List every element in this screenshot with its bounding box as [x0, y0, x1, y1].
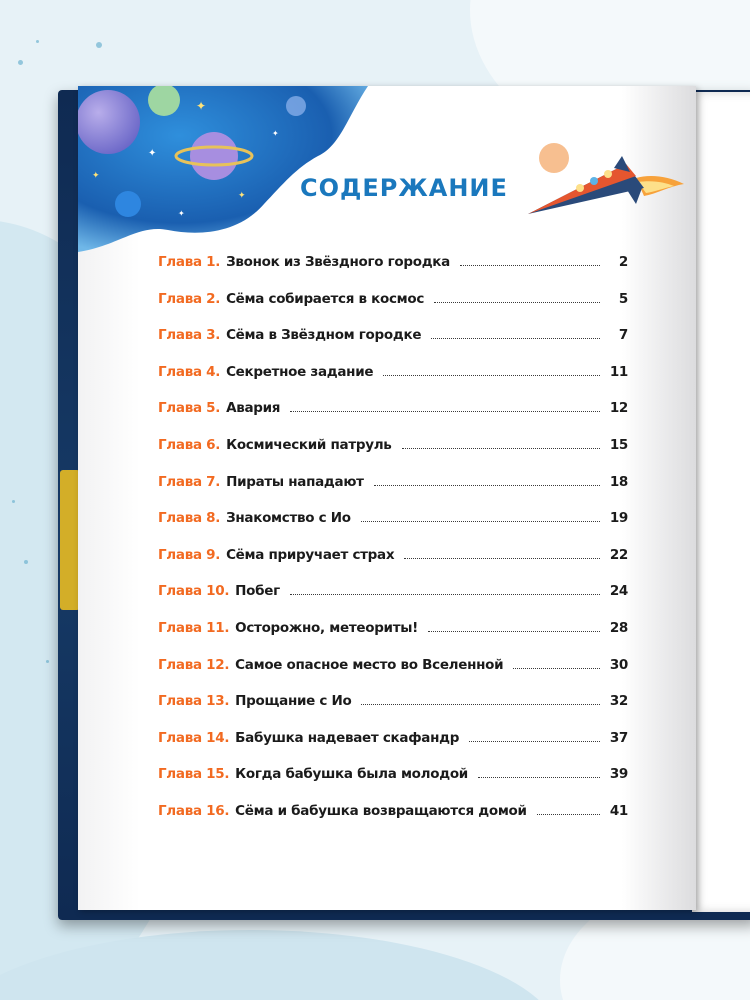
chapter-title: Секретное задание	[226, 363, 374, 380]
chapter-title: Пираты нападают	[226, 473, 364, 490]
page-number: 11	[609, 363, 628, 380]
chapter-label: Глава 2.	[158, 290, 221, 307]
dot-leader	[290, 594, 600, 595]
page-number: 12	[609, 400, 628, 417]
dot-leader	[513, 668, 600, 669]
chapter-label: Глава 15.	[158, 766, 230, 783]
chapter-title: Космический патруль	[226, 436, 392, 453]
rocket-icon	[518, 138, 688, 228]
toc-row	[158, 693, 628, 730]
dot-leader	[431, 338, 600, 339]
page-number: 7	[618, 327, 628, 344]
dot-leader	[374, 485, 600, 486]
chapter-title: Самое опасное место во Вселенной	[235, 656, 504, 673]
page-number: 39	[609, 766, 628, 783]
svg-text:✦: ✦	[196, 99, 207, 113]
page-title: СОДЕРЖАНИЕ	[300, 174, 508, 202]
page-number: 18	[609, 473, 628, 490]
chapter-title: Осторожно, метеориты!	[235, 619, 419, 636]
toc-row	[158, 364, 628, 401]
toc-row	[158, 657, 628, 694]
chapter-title: Знакомство с Ио	[226, 510, 351, 527]
chapter-label: Глава 13.	[158, 693, 230, 710]
background-speck	[12, 500, 15, 503]
cover-illustration	[60, 470, 80, 610]
page-number: 2	[618, 254, 628, 270]
chapter-label: Глава 4.	[158, 363, 221, 380]
chapter-label: Глава 7.	[158, 473, 221, 490]
book-right-page	[692, 92, 750, 912]
toc-row	[158, 547, 628, 584]
svg-text:✦: ✦	[272, 129, 279, 138]
chapter-title: Сёма собирается в космос	[226, 290, 425, 307]
toc-row	[158, 474, 628, 511]
chapter-title: Сёма в Звёздном городке	[226, 327, 422, 344]
dot-leader	[402, 448, 600, 449]
toc-row	[158, 400, 628, 437]
toc-row	[158, 327, 628, 364]
dot-leader	[361, 521, 600, 522]
svg-text:✦: ✦	[92, 171, 100, 181]
dot-leader	[361, 704, 600, 705]
page-number: 22	[609, 546, 628, 563]
dot-leader	[428, 631, 600, 632]
chapter-title: Побег	[235, 583, 280, 600]
toc-row	[158, 291, 628, 328]
dot-leader	[478, 777, 600, 778]
background-speck	[18, 60, 23, 65]
dot-leader	[383, 375, 600, 376]
toc-row	[158, 766, 628, 803]
toc-row	[158, 583, 628, 620]
page-number: 19	[609, 510, 628, 527]
chapter-label: Глава 16.	[158, 802, 230, 819]
toc-row	[158, 437, 628, 474]
dot-leader	[404, 558, 600, 559]
dot-leader	[460, 265, 600, 266]
chapter-title: Когда бабушка была молодой	[235, 766, 468, 783]
page-number: 15	[609, 436, 628, 453]
chapter-label: Глава 9.	[158, 546, 221, 563]
chapter-title: Сёма приручает страх	[226, 546, 395, 563]
chapter-label: Глава 6.	[158, 436, 221, 453]
background-speck	[36, 40, 39, 43]
chapter-title: Бабушка надевает скафандр	[235, 729, 460, 746]
chapter-label: Глава 14.	[158, 729, 230, 746]
chapter-label: Глава 8.	[158, 510, 221, 527]
page-number: 37	[609, 729, 628, 746]
contents-page	[78, 86, 696, 910]
background-speck	[24, 560, 28, 564]
toc-row	[158, 730, 628, 767]
chapter-title: Прощание с Ио	[235, 693, 352, 710]
dot-leader	[537, 814, 600, 815]
svg-text:✦: ✦	[148, 148, 157, 159]
chapter-label: Глава 12.	[158, 656, 230, 673]
dot-leader	[469, 741, 600, 742]
chapter-label: Глава 5.	[158, 400, 221, 417]
chapter-label: Глава 11.	[158, 619, 230, 636]
table-of-contents	[158, 254, 628, 840]
page-number: 30	[609, 656, 628, 673]
chapter-title: Авария	[226, 400, 281, 417]
toc-row	[158, 510, 628, 547]
page-number: 5	[618, 290, 628, 307]
svg-text:✦: ✦	[238, 191, 246, 201]
chapter-label: Глава 10.	[158, 583, 230, 600]
chapter-title: Звонок из Звёздного городка	[226, 254, 450, 270]
page-number: 28	[609, 619, 628, 636]
chapter-label: Глава 3.	[158, 327, 221, 344]
toc-row	[158, 803, 628, 840]
dot-leader	[434, 302, 600, 303]
background-speck	[46, 660, 49, 663]
page-number: 32	[609, 693, 628, 710]
toc-row	[158, 620, 628, 657]
page-number: 41	[609, 802, 628, 819]
background-speck	[96, 42, 102, 48]
chapter-title: Сёма и бабушка возвращаются домой	[235, 802, 527, 819]
toc-row	[158, 254, 628, 291]
page-number: 24	[609, 583, 628, 600]
svg-text:✦: ✦	[178, 209, 185, 218]
dot-leader	[290, 411, 600, 412]
chapter-label: Глава 1.	[158, 254, 221, 270]
